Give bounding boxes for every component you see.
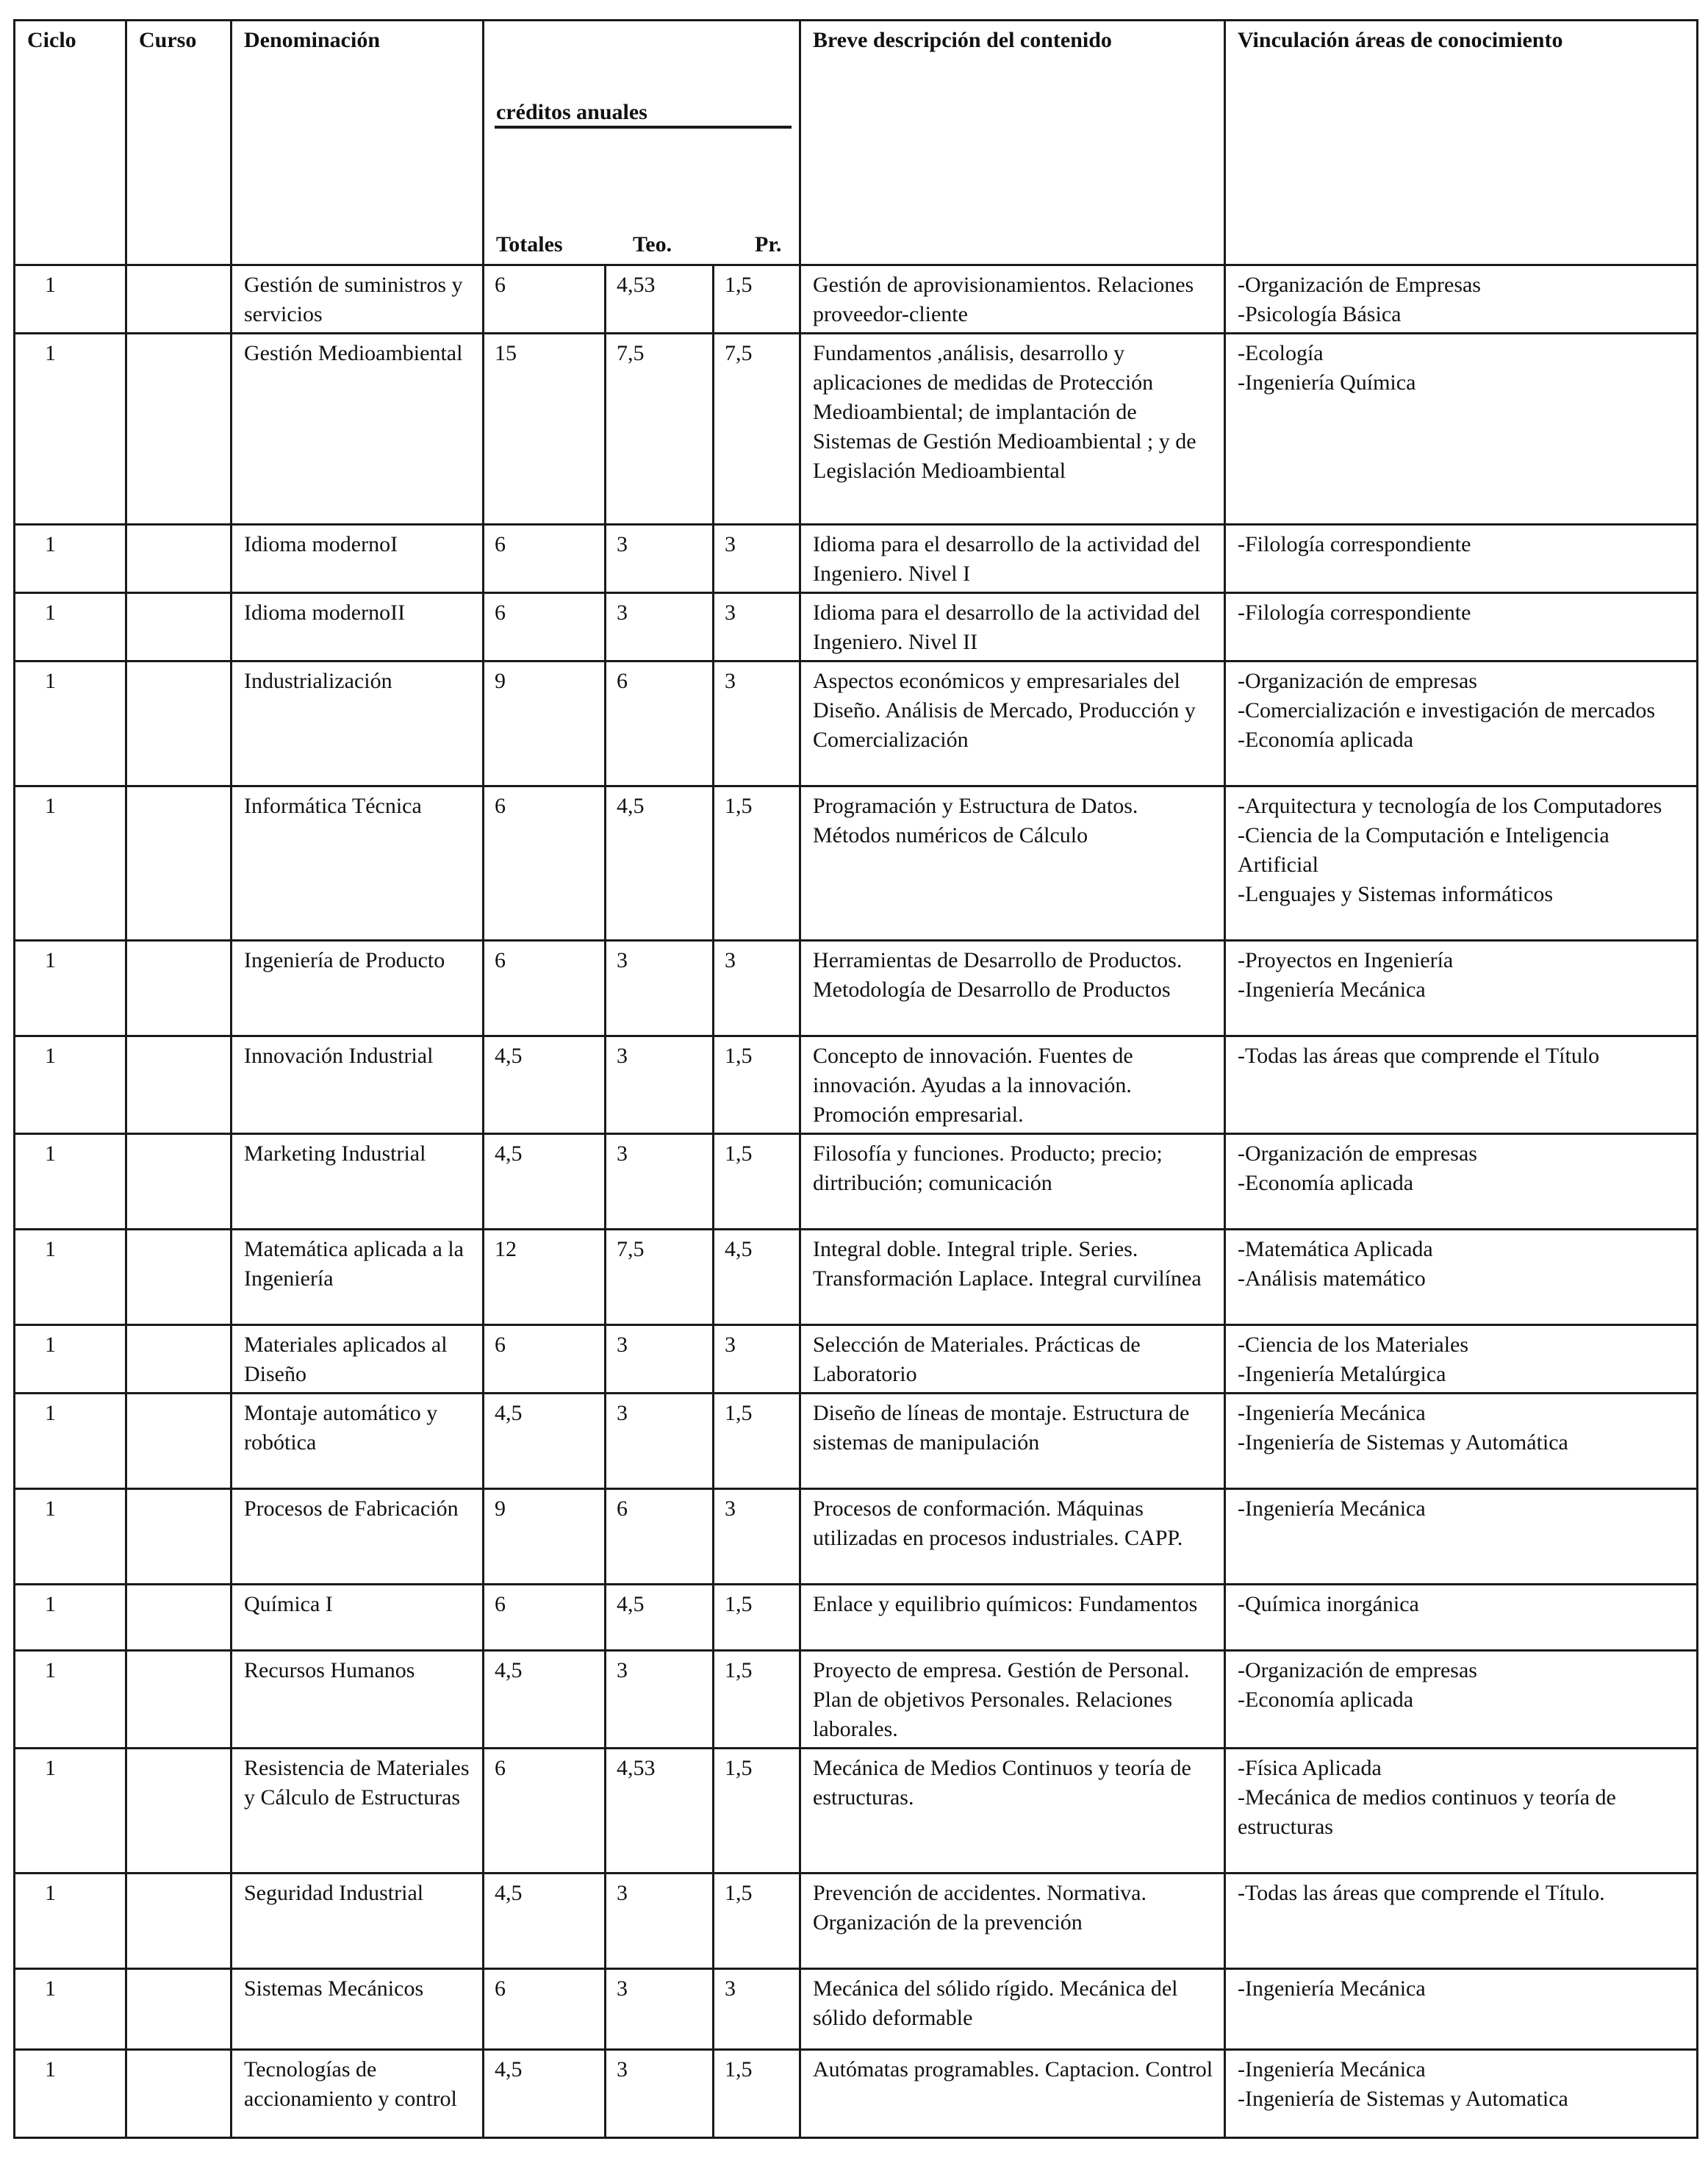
cell-ciclo: 1 [15,593,126,661]
cell-teo: 3 [606,1969,714,2050]
vinculacion-item: -Análisis matemático [1238,1266,1426,1291]
cell-teo: 4,5 [606,1585,714,1651]
cell-curso [126,1134,232,1230]
header-descripcion: Breve descripción del contenido [800,21,1225,265]
header-creditos-label: créditos anuales [496,100,647,124]
cell-teo: 3 [606,1651,714,1749]
cell-pr: 1,5 [714,1874,800,1969]
cell-curso [126,1394,232,1489]
cell-teo: 3 [606,593,714,661]
vinculacion-item: -Ingeniería Mecánica [1238,978,1426,1002]
cell-ciclo: 1 [15,1969,126,2050]
vinculacion-item: -Organización de empresas [1238,1658,1477,1682]
header-denominacion: Denominación [232,21,484,265]
cell-pr: 1,5 [714,1651,800,1749]
cell-teo: 3 [606,2050,714,2138]
cell-descripcion: Gestión de aprovisionamientos. Relaciones proveedor-cliente [800,265,1225,334]
cell-teo: 6 [606,661,714,786]
vinculacion-item: -Psicología Básica [1238,302,1402,326]
cell-vinculacion [1225,1230,1698,1325]
vinculacion-item: -Comercialización e investigación de mercados [1238,698,1656,723]
cell-denominacion: Montaje automático y robótica [232,1394,484,1489]
cell-totales: 6 [484,1585,606,1651]
cell-ciclo: 1 [15,1325,126,1394]
cell-pr: 1,5 [714,1134,800,1230]
vinculacion-item: -Química inorgánica [1238,1592,1419,1616]
table-row [15,334,1698,525]
cell-curso [126,1325,232,1394]
cell-vinculacion [1225,525,1698,593]
table-row [15,1036,1698,1134]
cell-curso [126,265,232,334]
cell-curso [126,1874,232,1969]
cell-ciclo: 1 [15,1874,126,1969]
cell-denominacion: Tecnologías de accionamiento y control [232,2050,484,2138]
cell-ciclo: 1 [15,661,126,786]
cell-teo: 6 [606,1489,714,1585]
cell-vinculacion [1225,1874,1698,1969]
cell-vinculacion [1225,1036,1698,1134]
cell-totales: 4,5 [484,2050,606,2138]
cell-denominacion: Química I [232,1585,484,1651]
cell-denominacion: Innovación Industrial [232,1036,484,1134]
vinculacion-item: -Arquitectura y tecnología de los Computadores [1238,794,1662,818]
cell-denominacion: Informática Técnica [232,786,484,941]
vinculacion-item: -Economía aplicada [1238,728,1414,752]
cell-curso [126,1230,232,1325]
vinculacion-item: -Organización de empresas [1238,669,1477,693]
cell-teo: 7,5 [606,1230,714,1325]
cell-teo: 4,53 [606,1749,714,1874]
vinculacion-item: -Economía aplicada [1238,1171,1414,1195]
cell-pr: 3 [714,525,800,593]
cell-descripcion: Selección de Materiales. Prácticas de Laboratorio [800,1325,1225,1394]
vinculacion-item: -Ingeniería Mecánica [1238,1496,1426,1521]
table-row [15,1230,1698,1325]
cell-pr: 1,5 [714,1394,800,1489]
cell-curso [126,661,232,786]
cell-totales: 6 [484,525,606,593]
cell-pr: 3 [714,661,800,786]
cell-descripcion: Autómatas programables. Captacion. Control [800,2050,1225,2138]
vinculacion-item: -Matemática Aplicada [1238,1237,1433,1261]
cell-ciclo: 1 [15,1651,126,1749]
cell-pr: 1,5 [714,786,800,941]
vinculacion-item: -Ciencia de los Materiales [1238,1333,1469,1357]
cell-descripcion: Proyecto de empresa. Gestión de Personal. Plan de objetivos Personales. Relaciones laborales. [800,1651,1225,1749]
cell-totales: 6 [484,1749,606,1874]
cell-totales: 4,5 [484,1394,606,1489]
cell-totales: 6 [484,786,606,941]
cell-curso [126,1969,232,2050]
cell-ciclo: 1 [15,525,126,593]
cell-vinculacion [1225,1585,1698,1651]
cell-vinculacion [1225,1325,1698,1394]
header-curso: Curso [126,21,232,265]
cell-teo: 3 [606,941,714,1036]
cell-descripcion: Programación y Estructura de Datos. Métodos numéricos de Cálculo [800,786,1225,941]
cell-vinculacion [1225,593,1698,661]
cell-curso [126,786,232,941]
vinculacion-item: -Filología correspondiente [1238,600,1471,625]
header-creditos-rule [495,126,792,129]
cell-denominacion: Ingeniería de Producto [232,941,484,1036]
cell-teo: 3 [606,1134,714,1230]
cell-descripcion: Fundamentos ,análisis, desarrollo y aplicaciones de medidas de Protección Medioambiental; de implantación de Sistemas de Gestión Medioambiental ; y de Legislación Medioambiental [800,334,1225,525]
header-creditos [484,21,800,265]
cell-descripcion: Enlace y equilibrio químicos: Fundamentos [800,1585,1225,1651]
cell-descripcion: Aspectos económicos y empresariales del Diseño. Análisis de Mercado, Producción y Comercialización [800,661,1225,786]
cell-denominacion: Recursos Humanos [232,1651,484,1749]
cell-descripcion: Prevención de accidentes. Normativa. Organización de la prevención [800,1874,1225,1969]
cell-vinculacion [1225,334,1698,525]
cell-vinculacion [1225,1134,1698,1230]
cell-ciclo: 1 [15,265,126,334]
vinculacion-item: -Economía aplicada [1238,1688,1414,1712]
cell-pr: 1,5 [714,1749,800,1874]
table-row [15,661,1698,786]
cell-pr: 1,5 [714,1585,800,1651]
cell-ciclo: 1 [15,1489,126,1585]
cell-denominacion: Procesos de Fabricación [232,1489,484,1585]
cell-vinculacion [1225,941,1698,1036]
cell-totales: 6 [484,265,606,334]
cell-totales: 12 [484,1230,606,1325]
cell-curso [126,1036,232,1134]
header-totales: Totales [496,232,563,257]
cell-denominacion: Seguridad Industrial [232,1874,484,1969]
vinculacion-item: -Física Aplicada [1238,1756,1382,1780]
cell-vinculacion [1225,786,1698,941]
cell-pr: 3 [714,1969,800,2050]
vinculacion-item: -Ingeniería Mecánica [1238,1401,1426,1425]
cell-pr: 3 [714,593,800,661]
vinculacion-item: -Organización de empresas [1238,1141,1477,1166]
table-row [15,1325,1698,1394]
table-row [15,525,1698,593]
header-ciclo: Ciclo [15,21,126,265]
table-row [15,941,1698,1036]
cell-pr: 1,5 [714,265,800,334]
table-row [15,1585,1698,1651]
vinculacion-item: -Mecánica de medios continuos y teoría de estructuras [1238,1785,1616,1839]
cell-denominacion: Sistemas Mecánicos [232,1969,484,2050]
cell-descripcion: Idioma para el desarrollo de la actividad del Ingeniero. Nivel I [800,525,1225,593]
cell-denominacion: Resistencia de Materiales y Cálculo de Estructuras [232,1749,484,1874]
cell-vinculacion [1225,1749,1698,1874]
vinculacion-item: -Ingeniería de Sistemas y Automatica [1238,2087,1568,2111]
table-row [15,593,1698,661]
cell-descripcion: Idioma para el desarrollo de la actividad del Ingeniero. Nivel II [800,593,1225,661]
cell-pr: 1,5 [714,1036,800,1134]
vinculacion-item: -Ingeniería Mecánica [1238,2057,1426,2082]
vinculacion-item: -Lenguajes y Sistemas informáticos [1238,882,1554,906]
vinculacion-item: -Ciencia de la Computación e Inteligencia Artificial [1238,823,1610,877]
table-row [15,1874,1698,1969]
cell-denominacion: Idioma modernoI [232,525,484,593]
cell-descripcion: Herramientas de Desarrollo de Productos. Metodología de Desarrollo de Productos [800,941,1225,1036]
course-table [13,19,1698,2139]
cell-pr: 3 [714,1489,800,1585]
table-row [15,1969,1698,2050]
cell-ciclo: 1 [15,1394,126,1489]
cell-teo: 3 [606,1036,714,1134]
vinculacion-item: -Ecología [1238,341,1324,365]
cell-totales: 4,5 [484,1036,606,1134]
vinculacion-item: -Ingeniería Metalúrgica [1238,1362,1446,1386]
cell-descripcion: Mecánica del sólido rígido. Mecánica del sólido deformable [800,1969,1225,2050]
cell-denominacion: Gestión Medioambiental [232,334,484,525]
header-row [15,21,1698,265]
cell-ciclo: 1 [15,1134,126,1230]
cell-descripcion: Concepto de innovación. Fuentes de innovación. Ayudas a la innovación. Promoción empresarial. [800,1036,1225,1134]
cell-teo: 3 [606,1394,714,1489]
header-vinculacion: Vinculación áreas de conocimiento [1225,21,1698,265]
cell-teo: 3 [606,1325,714,1394]
cell-teo: 3 [606,1874,714,1969]
cell-totales: 6 [484,1969,606,2050]
cell-ciclo: 1 [15,334,126,525]
vinculacion-item: -Ingeniería Química [1238,370,1416,395]
cell-pr: 1,5 [714,2050,800,2138]
cell-denominacion: Industrialización [232,661,484,786]
cell-curso [126,525,232,593]
cell-vinculacion [1225,1394,1698,1489]
cell-pr: 7,5 [714,334,800,525]
cell-descripcion: Integral doble. Integral triple. Series. Transformación Laplace. Integral curvilínea [800,1230,1225,1325]
cell-ciclo: 1 [15,786,126,941]
cell-vinculacion [1225,1969,1698,2050]
cell-descripcion: Procesos de conformación. Máquinas utilizadas en procesos industriales. CAPP. [800,1489,1225,1585]
syllabus-document [13,19,1696,2139]
cell-denominacion: Idioma modernoII [232,593,484,661]
vinculacion-item: -Ingeniería de Sistemas y Automática [1238,1430,1568,1455]
table-row [15,1489,1698,1585]
table-row [15,2050,1698,2138]
table-row [15,265,1698,334]
cell-teo: 4,53 [606,265,714,334]
cell-denominacion: Gestión de suministros y servicios [232,265,484,334]
cell-totales: 6 [484,593,606,661]
cell-vinculacion [1225,265,1698,334]
table-row [15,1394,1698,1489]
table-row [15,1651,1698,1749]
cell-curso [126,1651,232,1749]
cell-vinculacion [1225,1651,1698,1749]
cell-pr: 3 [714,941,800,1036]
cell-curso [126,1489,232,1585]
table-body [15,265,1698,2138]
table-row [15,1134,1698,1230]
cell-ciclo: 1 [15,1036,126,1134]
header-pr: Pr. [755,232,782,257]
vinculacion-item: -Ingeniería Mecánica [1238,1976,1426,2001]
cell-vinculacion [1225,661,1698,786]
cell-ciclo: 1 [15,1749,126,1874]
cell-vinculacion [1225,1489,1698,1585]
cell-curso [126,334,232,525]
header-teo: Teo. [633,232,672,257]
cell-totales: 4,5 [484,1651,606,1749]
cell-denominacion: Marketing Industrial [232,1134,484,1230]
cell-descripcion: Mecánica de Medios Continuos y teoría de estructuras. [800,1749,1225,1874]
vinculacion-item: -Todas las áreas que comprende el Título. [1238,1881,1605,1905]
cell-denominacion: Materiales aplicados al Diseño [232,1325,484,1394]
cell-totales: 6 [484,941,606,1036]
cell-teo: 4,5 [606,786,714,941]
vinculacion-item: -Organización de Empresas [1238,273,1481,297]
cell-totales: 9 [484,661,606,786]
cell-pr: 3 [714,1325,800,1394]
cell-descripcion: Diseño de líneas de montaje. Estructura de sistemas de manipulación [800,1394,1225,1489]
cell-ciclo: 1 [15,1230,126,1325]
cell-teo: 7,5 [606,334,714,525]
vinculacion-item: -Todas las áreas que comprende el Título [1238,1044,1600,1068]
table-row [15,1749,1698,1874]
vinculacion-item: -Filología correspondiente [1238,532,1471,556]
cell-totales: 4,5 [484,1874,606,1969]
cell-teo: 3 [606,525,714,593]
cell-pr: 4,5 [714,1230,800,1325]
cell-ciclo: 1 [15,1585,126,1651]
vinculacion-item: -Proyectos en Ingeniería [1238,948,1454,972]
cell-totales: 9 [484,1489,606,1585]
cell-vinculacion [1225,2050,1698,2138]
cell-descripcion: Filosofía y funciones. Producto; precio; dirtribución; comunicación [800,1134,1225,1230]
cell-ciclo: 1 [15,2050,126,2138]
cell-curso [126,1749,232,1874]
cell-totales: 4,5 [484,1134,606,1230]
cell-denominacion: Matemática aplicada a la Ingeniería [232,1230,484,1325]
cell-curso [126,1585,232,1651]
cell-ciclo: 1 [15,941,126,1036]
table-row [15,786,1698,941]
cell-curso [126,2050,232,2138]
cell-totales: 15 [484,334,606,525]
cell-curso [126,593,232,661]
cell-curso [126,941,232,1036]
cell-totales: 6 [484,1325,606,1394]
